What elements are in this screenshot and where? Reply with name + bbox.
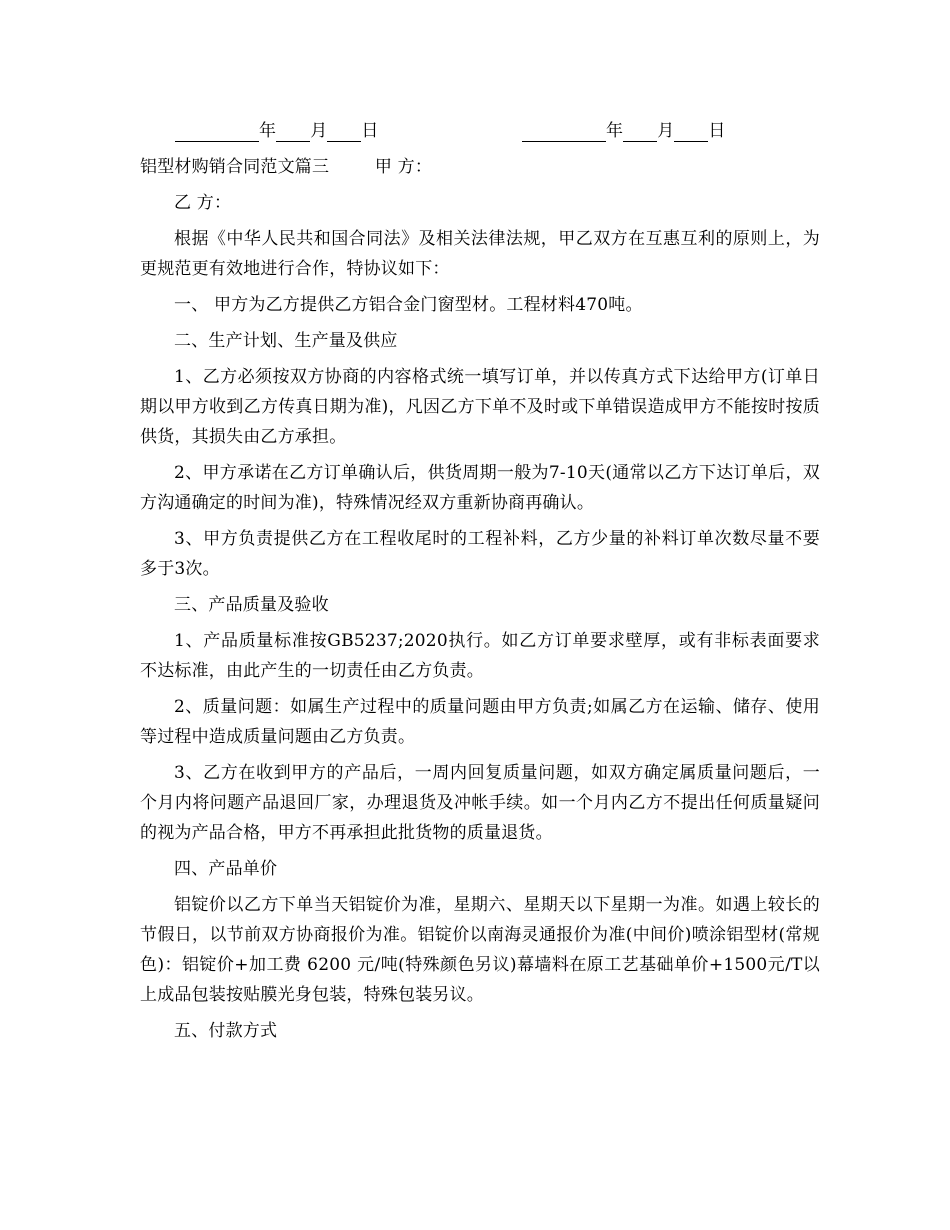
day-label: 日 <box>708 121 726 141</box>
date-field-right <box>522 116 726 146</box>
clause-2-2: 2、甲方承诺在乙方订单确认后，供货周期一般为7-10天(通常以乙方下达订单后，双方沟通确定的时间为准)，特殊情况经双方重新协商再确认。 <box>140 463 820 513</box>
year-blank <box>175 119 259 142</box>
month-label: 月 <box>657 121 675 141</box>
contract-title: 铝型材购销合同范文篇三 <box>140 157 330 177</box>
section-heading-2: 二、生产计划、生产量及供应 <box>174 331 398 351</box>
preamble-paragraph: 根据《中华人民共和国合同法》及相关法律法规，甲乙双方在互惠互利的原则上，为更规范更有效地进行合作，特协议如下： <box>140 229 820 279</box>
clause-4-body: 铝锭价以乙方下单当天铝锭价为准，星期六、星期天以下星期一为准。如遇上较长的节假日，以节前双方协商报价为准。铝锭价以南海灵通报价为准(中间价)喷涂铝型材(常规色)：铝锭价+加工费 6200 元/吨(特殊颜色另议)幕墙料在原工艺基础单价+1500元/T以上成品包装按贴膜光身包装，特殊包装另议。 <box>140 895 820 1005</box>
clause-3-1: 1、产品质量标准按GB5237;2020执行。如乙方订单要求壁厚，或有非标表面要求不达标准，由此产生的一切责任由乙方负责。 <box>140 631 820 681</box>
section-heading-4: 四、产品单价 <box>174 859 278 879</box>
party-b-label: 乙 方： <box>174 193 232 213</box>
year-label: 年 <box>606 121 624 141</box>
clause-2-1: 1、乙方必须按双方协商的内容格式统一填写订单，并以传真方式下达给甲方(订单日期以甲方收到乙方传真日期为准)，凡因乙方下单不及时或下单错误造成甲方不能按时按质供货，其损失由乙方承担。 <box>140 367 820 447</box>
document-body <box>140 116 820 1046</box>
contract-heading <box>140 152 820 182</box>
month-blank <box>276 119 310 142</box>
section-heading-3: 三、产品质量及验收 <box>174 595 329 615</box>
clause-3-3: 3、乙方在收到甲方的产品后，一周内回复质量问题，如双方确定属质量问题后，一个月内将问题产品退回厂家，办理退货及冲帐手续。如一个月内乙方不提出任何质量疑问的视为产品合格，甲方不再承担此批货物的质量退货。 <box>140 763 820 843</box>
month-blank <box>623 119 657 142</box>
signature-date-row <box>140 116 820 146</box>
section-heading-5: 五、付款方式 <box>174 1021 278 1041</box>
day-blank <box>327 119 361 142</box>
month-label: 月 <box>310 121 328 141</box>
clause-1: 一、 甲方为乙方提供乙方铝合金门窗型材。工程材料470吨。 <box>174 295 643 315</box>
day-label: 日 <box>361 121 379 141</box>
day-blank <box>674 119 708 142</box>
clause-2-3: 3、甲方负责提供乙方在工程收尾时的工程补料，乙方少量的补料订单次数尽量不要多于3次。 <box>140 529 820 579</box>
year-blank <box>522 119 606 142</box>
date-field-left <box>175 116 379 146</box>
party-a-label: 甲 方： <box>374 157 433 177</box>
year-label: 年 <box>259 121 277 141</box>
clause-3-2: 2、质量问题：如属生产过程中的质量问题由甲方负责;如属乙方在运输、储存、使用等过程中造成质量问题由乙方负责。 <box>140 697 820 747</box>
